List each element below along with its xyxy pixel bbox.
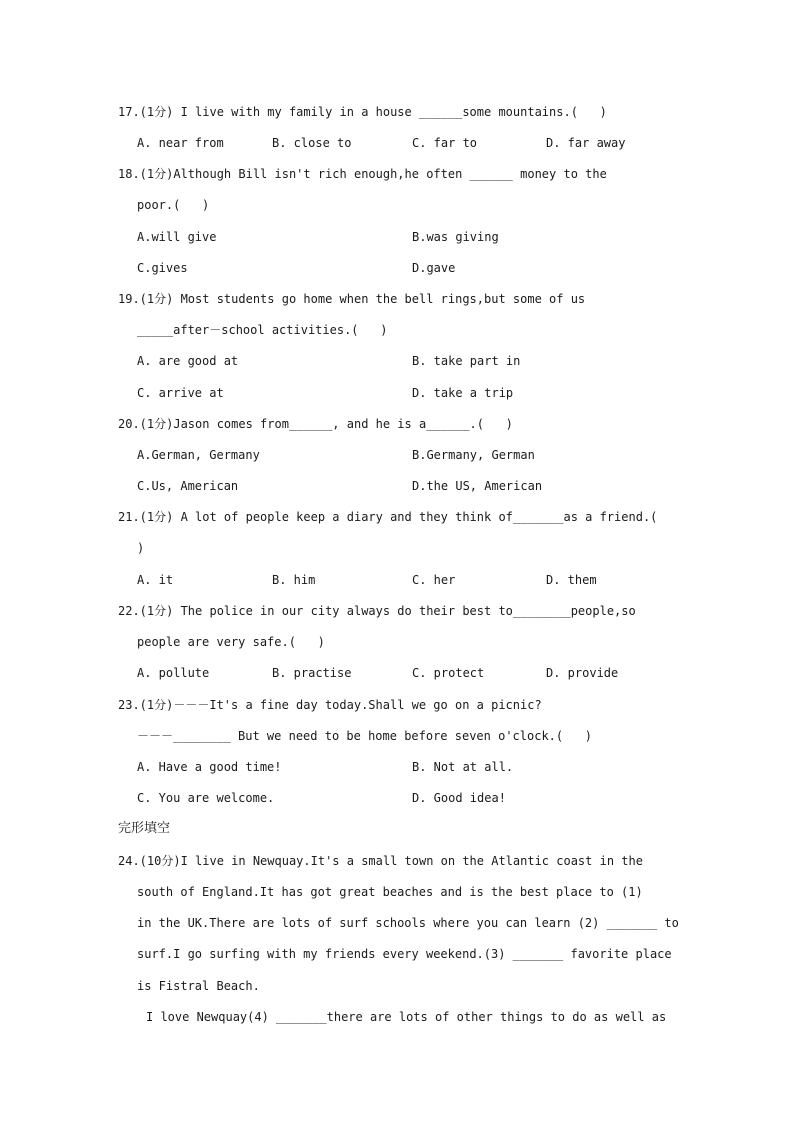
question-20-option-b: B.Germany, German: [412, 448, 535, 462]
question-23-option-b: B. Not at all.: [412, 760, 514, 774]
question-19-option-c: C. arrive at: [137, 386, 224, 400]
question-22-stem-line-2: people are very safe.( ): [137, 635, 325, 649]
question-21-option-d: D. them: [546, 573, 597, 587]
question-23-option-c: C. You are welcome.: [137, 791, 275, 805]
question-21-option-b: B. him: [272, 573, 316, 587]
passage-line-6: I love Newquay(4) _______there are lots of other things to do as well as: [146, 1010, 667, 1024]
question-22-option-d: D. provide: [546, 666, 619, 680]
question-21-option-c: C. her: [412, 573, 456, 587]
passage-line-1: 24.(10分)I live in Newquay.It's a small town on the Atlantic coast in the: [118, 854, 643, 868]
question-22-stem-line-1: 22.(1分) The police in our city always do their best to________people,so: [118, 604, 636, 618]
question-17-option-a: A. near from: [137, 136, 224, 150]
question-20-stem: 20.(1分)Jason comes from______, and he is a______.( ): [118, 417, 513, 431]
question-20-option-d: D.the US, American: [412, 479, 543, 493]
question-21-stem-line-1: 21.(1分) A lot of people keep a diary and they think of_______as a friend.(: [118, 510, 658, 524]
question-17-stem: 17.(1分) I live with my family in a house ______some mountains.( ): [118, 105, 607, 119]
question-17-option-c: C. far to: [412, 136, 478, 150]
question-21-option-a: A. it: [137, 573, 174, 587]
question-18-option-b: B.was giving: [412, 230, 499, 244]
question-20-option-a: A.German, Germany: [137, 448, 260, 462]
question-21-stem-line-2: ): [137, 541, 145, 555]
question-20-option-c: C.Us, American: [137, 479, 239, 493]
question-23-stem-line-2: －－－________ But we need to be home before seven o'clock.( ): [137, 729, 593, 743]
question-23-option-d: D. Good idea!: [412, 791, 506, 805]
question-23-option-a: A. Have a good time!: [137, 760, 282, 774]
question-17-option-b: B. close to: [272, 136, 352, 150]
question-18-option-d: D.gave: [412, 261, 456, 275]
passage-line-2: south of England.It has got great beaches and is the best place to (1): [137, 885, 643, 899]
question-19-option-b: B. take part in: [412, 354, 521, 368]
question-19-stem-line-2: _____after－school activities.( ): [137, 323, 388, 337]
question-22-option-c: C. protect: [412, 666, 485, 680]
question-17-option-d: D. far away: [546, 136, 626, 150]
passage-line-4: surf.I go surfing with my friends every weekend.(3) _______ favorite place: [137, 947, 672, 961]
question-18-stem-line-1: 18.(1分)Although Bill isn't rich enough,he often ______ money to the: [118, 167, 607, 181]
question-18-option-a: A.will give: [137, 230, 217, 244]
question-19-option-d: D. take a trip: [412, 386, 514, 400]
question-18-stem-line-2: poor.( ): [137, 198, 210, 212]
question-19-option-a: A. are good at: [137, 354, 239, 368]
question-22-option-a: A. pollute: [137, 666, 210, 680]
question-18-option-c: C.gives: [137, 261, 188, 275]
passage-line-5: is Fistral Beach.: [137, 979, 260, 993]
question-23-stem-line-1: 23.(1分)－－－It's a fine day today.Shall we go on a picnic?: [118, 698, 542, 712]
passage-line-3: in the UK.There are lots of surf schools where you can learn (2) _______ to: [137, 916, 679, 930]
question-22-option-b: B. practise: [272, 666, 352, 680]
section-heading-cloze: 完形填空: [118, 821, 171, 836]
question-19-stem-line-1: 19.(1分) Most students go home when the bell rings,but some of us: [118, 292, 586, 306]
